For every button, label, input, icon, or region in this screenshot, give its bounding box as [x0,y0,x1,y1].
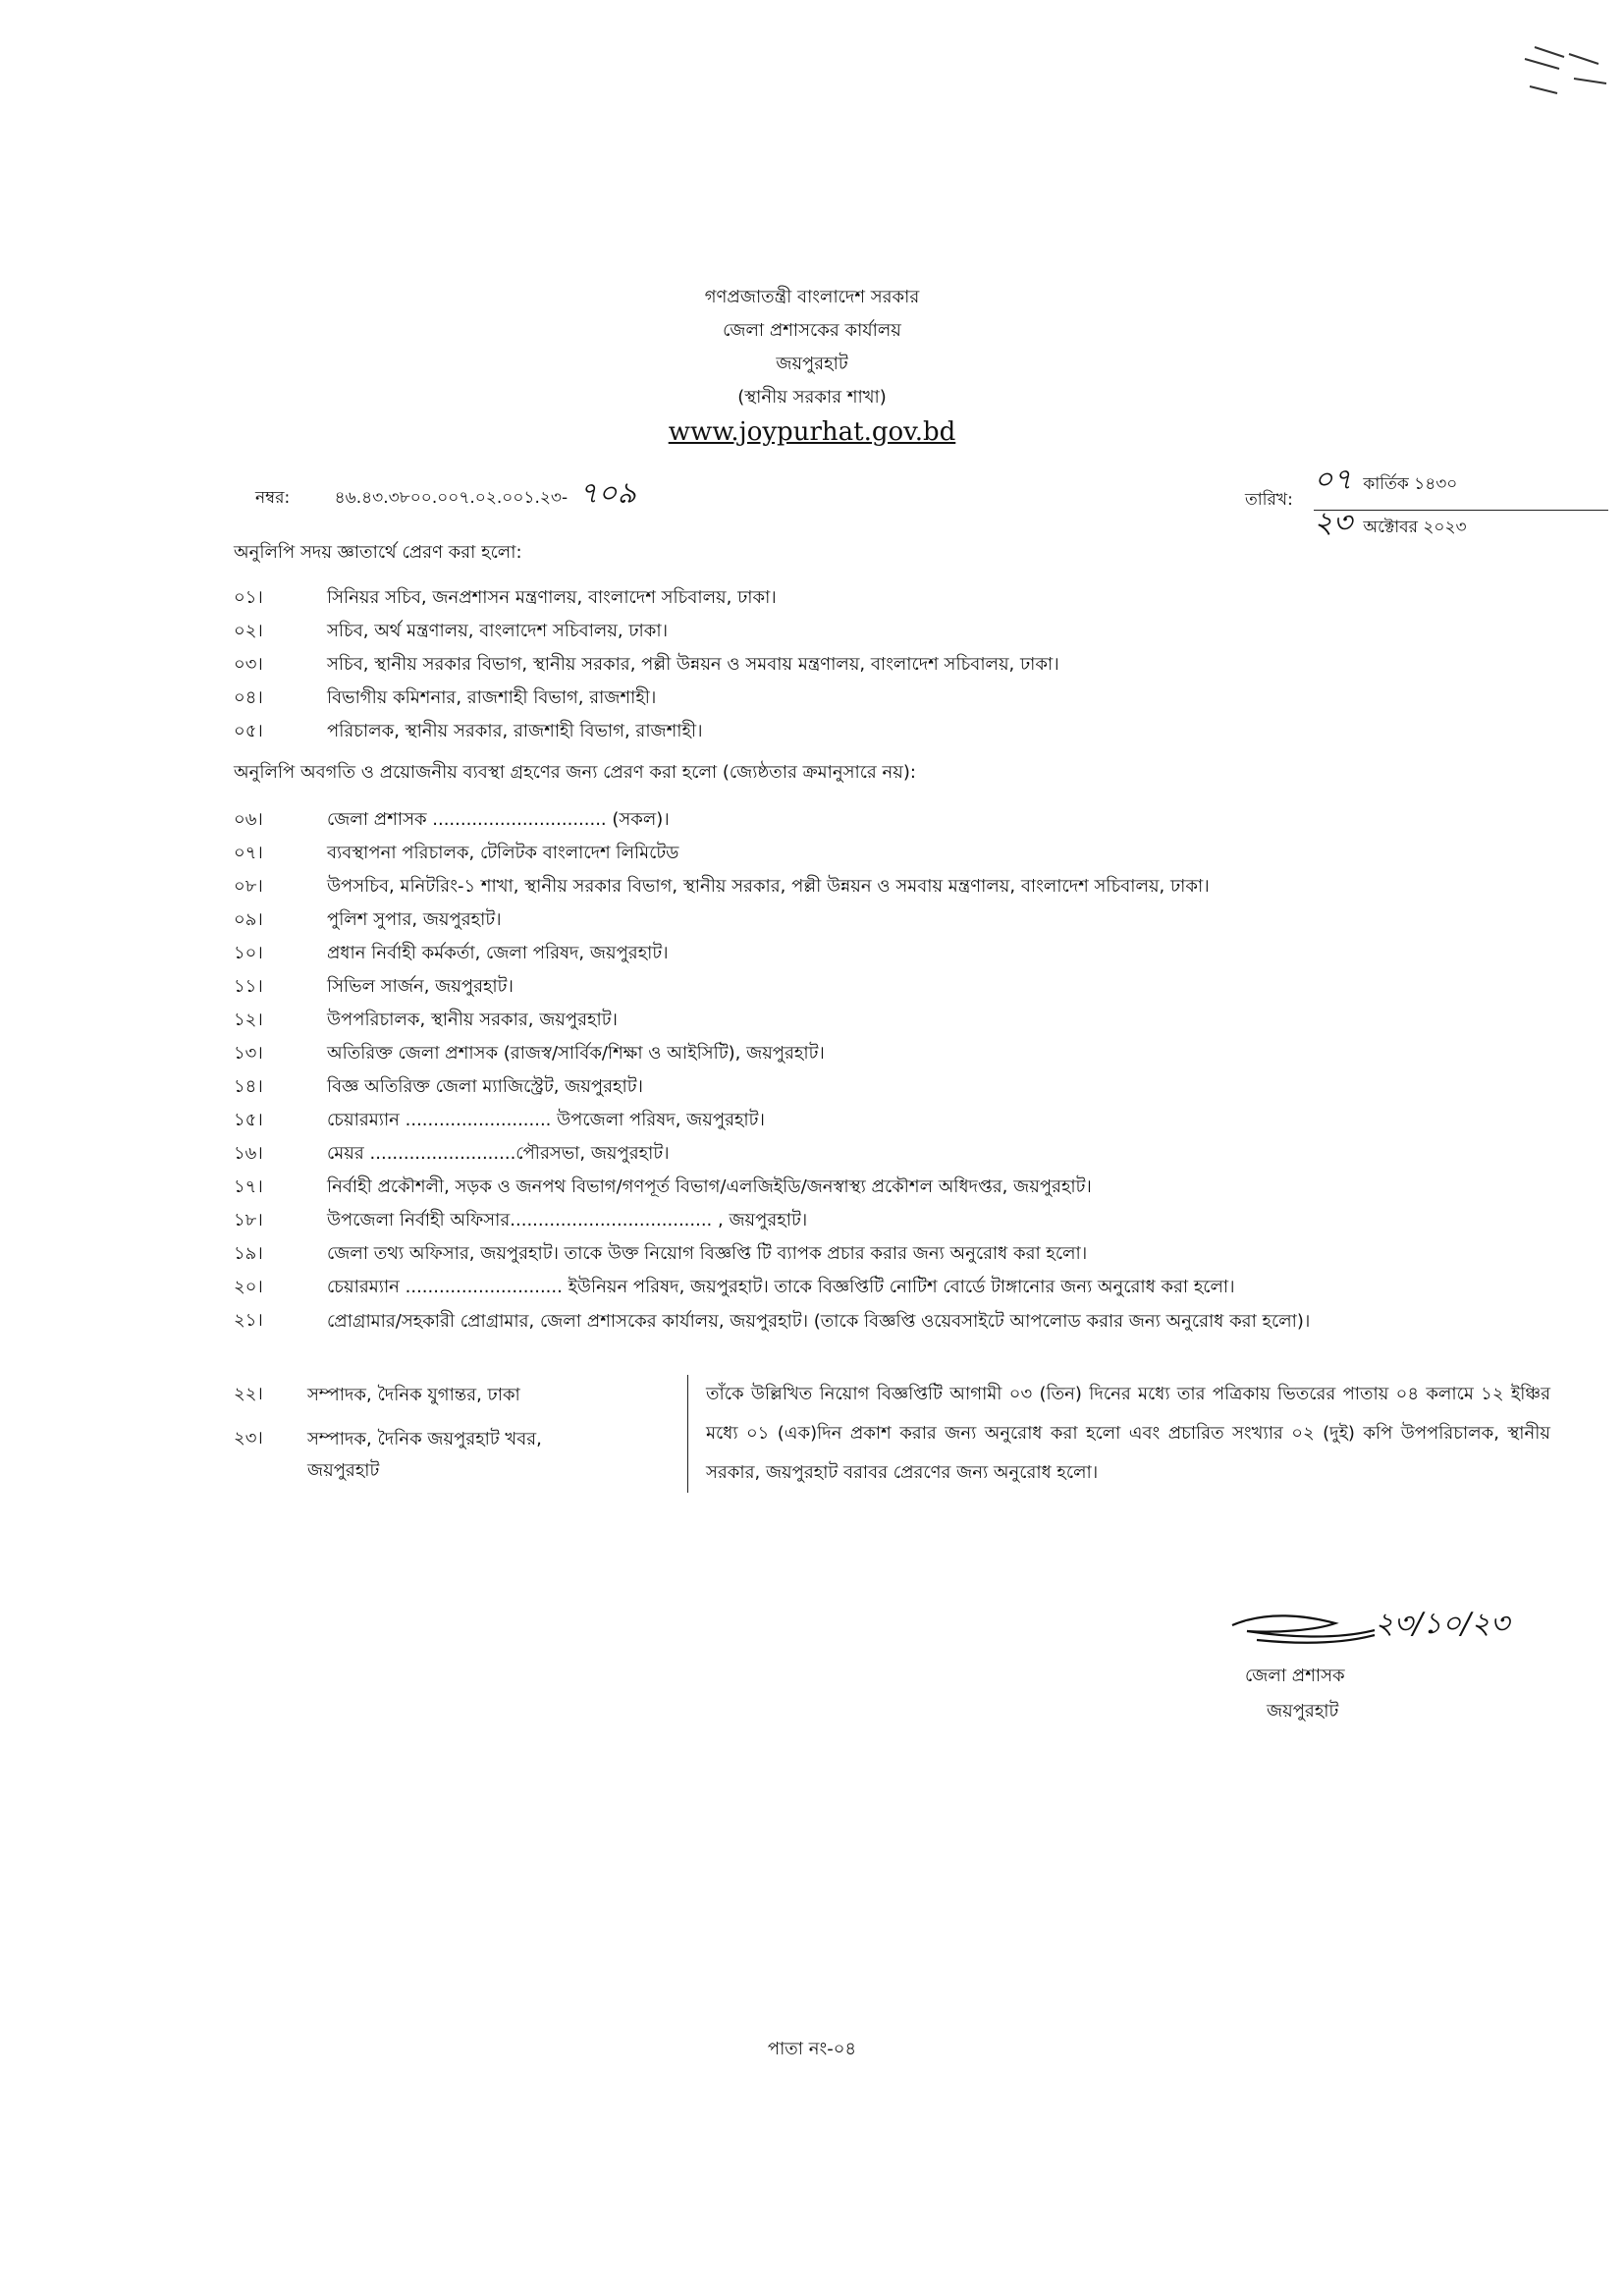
newspaper-instruction: তাঁকে উল্লিখিত নিয়োগ বিজ্ঞপ্তিটি আগামী ০৩ (তিন) দিনের মধ্যে তার পত্রিকায় ভিতরের পাতায় ০৪ কলামে ১২ ইঞ্চির মধ্যে ০১ (এক)দিন প্রকাশ করার জন্য অনুরোধ করা হলো এবং প্রচারিত সংখ্যার ০২ (দুই) কপি উপপরিচালক, স্থানীয় সরকার, জয়পুরহাট বরাবর প্রেরণের জন্য অনুরোধ হলো। [687,1375,1550,1493]
item-text: বিজ্ঞ অতিরিক্ত জেলা ম্যাজিস্ট্রেট, জয়পুরহাট। [327,1076,643,1097]
item-text: পুলিশ সুপার, জয়পুরহাট। [327,909,502,930]
item-text: ব্যবস্থাপনা পরিচালক, টেলিটক বাংলাদেশ লিমিটেড [327,843,679,863]
item-number: ১৪। [234,1076,263,1097]
item-number: ০৪। [234,687,263,708]
item-text: সম্পাদক, দৈনিক জয়পুরহাট খবর, জয়পুরহাট [307,1429,542,1481]
item-text: প্রোগ্রামার/সহকারী প্রোগ্রামার, জেলা প্রশাসকের কার্যালয়, জয়পুরহাট। (তাকে বিজ্ঞপ্তি ওয়েবসাইটে আপলোড করার জন্য অনুরোধ করা হলো)। [327,1311,1311,1332]
item-text: পরিচালক, স্থানীয় সরকার, রাজশাহী বিভাগ, রাজশাহী। [327,721,703,741]
district-name: জয়পুরহাট [776,354,848,374]
item-number: ০২। [234,621,263,641]
page-number: পাতা নং-০৪ [767,2039,857,2059]
item-number: ২৩। [234,1428,263,1449]
item-text: উপসচিব, মনিটরিং-১ শাখা, স্থানীয় সরকার বিভাগ, স্থানীয় সরকার, পল্লী উন্নয়ন ও সমবায় মন্ত্রণালয়, বাংলাদেশ সচিবালয়, ঢাকা। [327,876,1210,897]
item-text: মেয়র ..........................পৌরসভা, জয়পুরহাট। [327,1143,670,1164]
bangla-month-year: কার্তিক ১৪৩০ [1363,474,1458,494]
item-text: সচিব, স্থানীয় সরকার বিভাগ, স্থানীয় সরকার, পল্লী উন্নয়ন ও সমবায় মন্ত্রণালয়, বাংলাদেশ সচিবালয়, ঢাকা। [327,654,1059,675]
branch-name: (স্থানীয় সরকার শাখা) [737,387,887,408]
item-text: চেয়ারম্যান .......................... উপজেলা পরিষদ, জয়পুরহাট। [327,1110,765,1130]
item-text: সিভিল সার্জন, জয়পুরহাট। [327,976,514,997]
memo-number [255,469,636,519]
item-number: ১২। [234,1010,263,1030]
item-number: ০৬। [234,809,263,830]
government-name: গণপ্রজাতন্ত্রী বাংলাদেশ সরকার [704,287,920,307]
english-day: ২৩ [1314,506,1353,540]
website-link[interactable]: www.joypurhat.gov.bd [668,417,956,447]
scan-mark [1520,39,1608,108]
item-text: সচিব, অর্থ মন্ত্রণালয়, বাংলাদেশ সচিবালয়, ঢাকা। [327,621,669,641]
item-number: ০৩। [234,654,263,675]
signatory-title: জেলা প্রশাসক [1245,1666,1345,1686]
intro-action: অনুলিপি অবগতি ও প্রয়োজনীয় ব্যবস্থা গ্রহণের জন্য প্রেরণ করা হলো (জ্যেষ্ঠতার ক্রমানুসারে নয়): [234,762,916,783]
item-number: ১১। [234,976,263,997]
item-number: ২১। [234,1310,263,1331]
memo-handwritten-suffix: ৭০৯ [578,476,636,511]
signature [1227,1586,1522,1665]
signature-date: ২৩/১০/২৩ [1375,1607,1510,1641]
item-text: জেলা তথ্য অফিসার, জয়পুরহাট। তাকে উক্ত নিয়োগ বিজ্ঞপ্তি টি ব্যাপক প্রচার করার জন্য অনুরোধ করা হলো। [327,1243,1088,1264]
english-month-year: অক্টোবর ২০২৩ [1363,518,1467,537]
item-text: সিনিয়র সচিব, জনপ্রশাসন মন্ত্রণালয়, বাংলাদেশ সচিবালয়, ঢাকা। [327,587,777,608]
item-number: ১৯। [234,1243,263,1264]
intro-courtesy: অনুলিপি সদয় জ্ঞাতার্থে প্রেরণ করা হলো: [234,542,522,563]
item-number: ০৫। [234,721,263,741]
date-label: তারিখ: [1245,490,1293,510]
item-text: চেয়ারম্যান ............................ ইউনিয়ন পরিষদ, জয়পুরহাট। তাকে বিজ্ঞপ্তিটি নোটিশ বোর্ডে টাঙ্গানোর জন্য অনুরোধ করা হলো। [327,1277,1235,1297]
item-number: ২০। [234,1277,263,1297]
english-date [1314,499,1467,549]
item-number: ১৮। [234,1210,263,1230]
bangla-day: ০৭ [1314,463,1353,497]
item-number: ১৭। [234,1176,263,1197]
item-text: বিভাগীয় কমিশনার, রাজশাহী বিভাগ, রাজশাহী। [327,687,657,708]
item-text: জেলা প্রশাসক ............................... (সকল)। [327,809,670,830]
item-text: সম্পাদক, দৈনিক যুগান্তর, ঢাকা [307,1385,520,1405]
signatory-place: জয়পুরহাট [1267,1701,1339,1722]
item-text: উপপরিচালক, স্থানীয় সরকার, জয়পুরহাট। [327,1010,618,1030]
item-text: উপজেলা নির্বাহী অফিসার.................................... , জয়পুরহাট। [327,1210,808,1230]
item-text: নির্বাহী প্রকৌশলী, সড়ক ও জনপথ বিভাগ/গণপূর্ত বিভাগ/এলজিইডি/জনস্বাস্থ্য প্রকৌশল অধিদপ্তর, জয়পুরহাট। [327,1176,1092,1197]
item-number: ১০। [234,943,263,963]
letterhead [0,281,1624,450]
item-text: অতিরিক্ত জেলা প্রশাসক (রাজস্ব/সার্বিক/শিক্ষা ও আইসিটি), জয়পুরহাট। [327,1043,825,1064]
item-number: ১৫। [234,1110,263,1130]
memo-number-value: ৪৬.৪৩.৩৮০০.০০৭.০২.০০১.২৩- [334,488,568,508]
item-number: ২২। [234,1384,263,1404]
item-number: ১৬। [234,1143,263,1164]
item-number: ১৩। [234,1043,263,1064]
item-number: ০৭। [234,843,263,863]
item-text: প্রধান নির্বাহী কর্মকর্তা, জেলা পরিষদ, জয়পুরহাট। [327,943,669,963]
item-number: ০৮। [234,876,263,897]
item-number: ০৯। [234,909,263,930]
item-number: ০১। [234,587,263,608]
memo-label: নম্বর: [255,488,291,508]
office-name: জেলা প্রশাসকের কার্যালয় [723,320,901,341]
